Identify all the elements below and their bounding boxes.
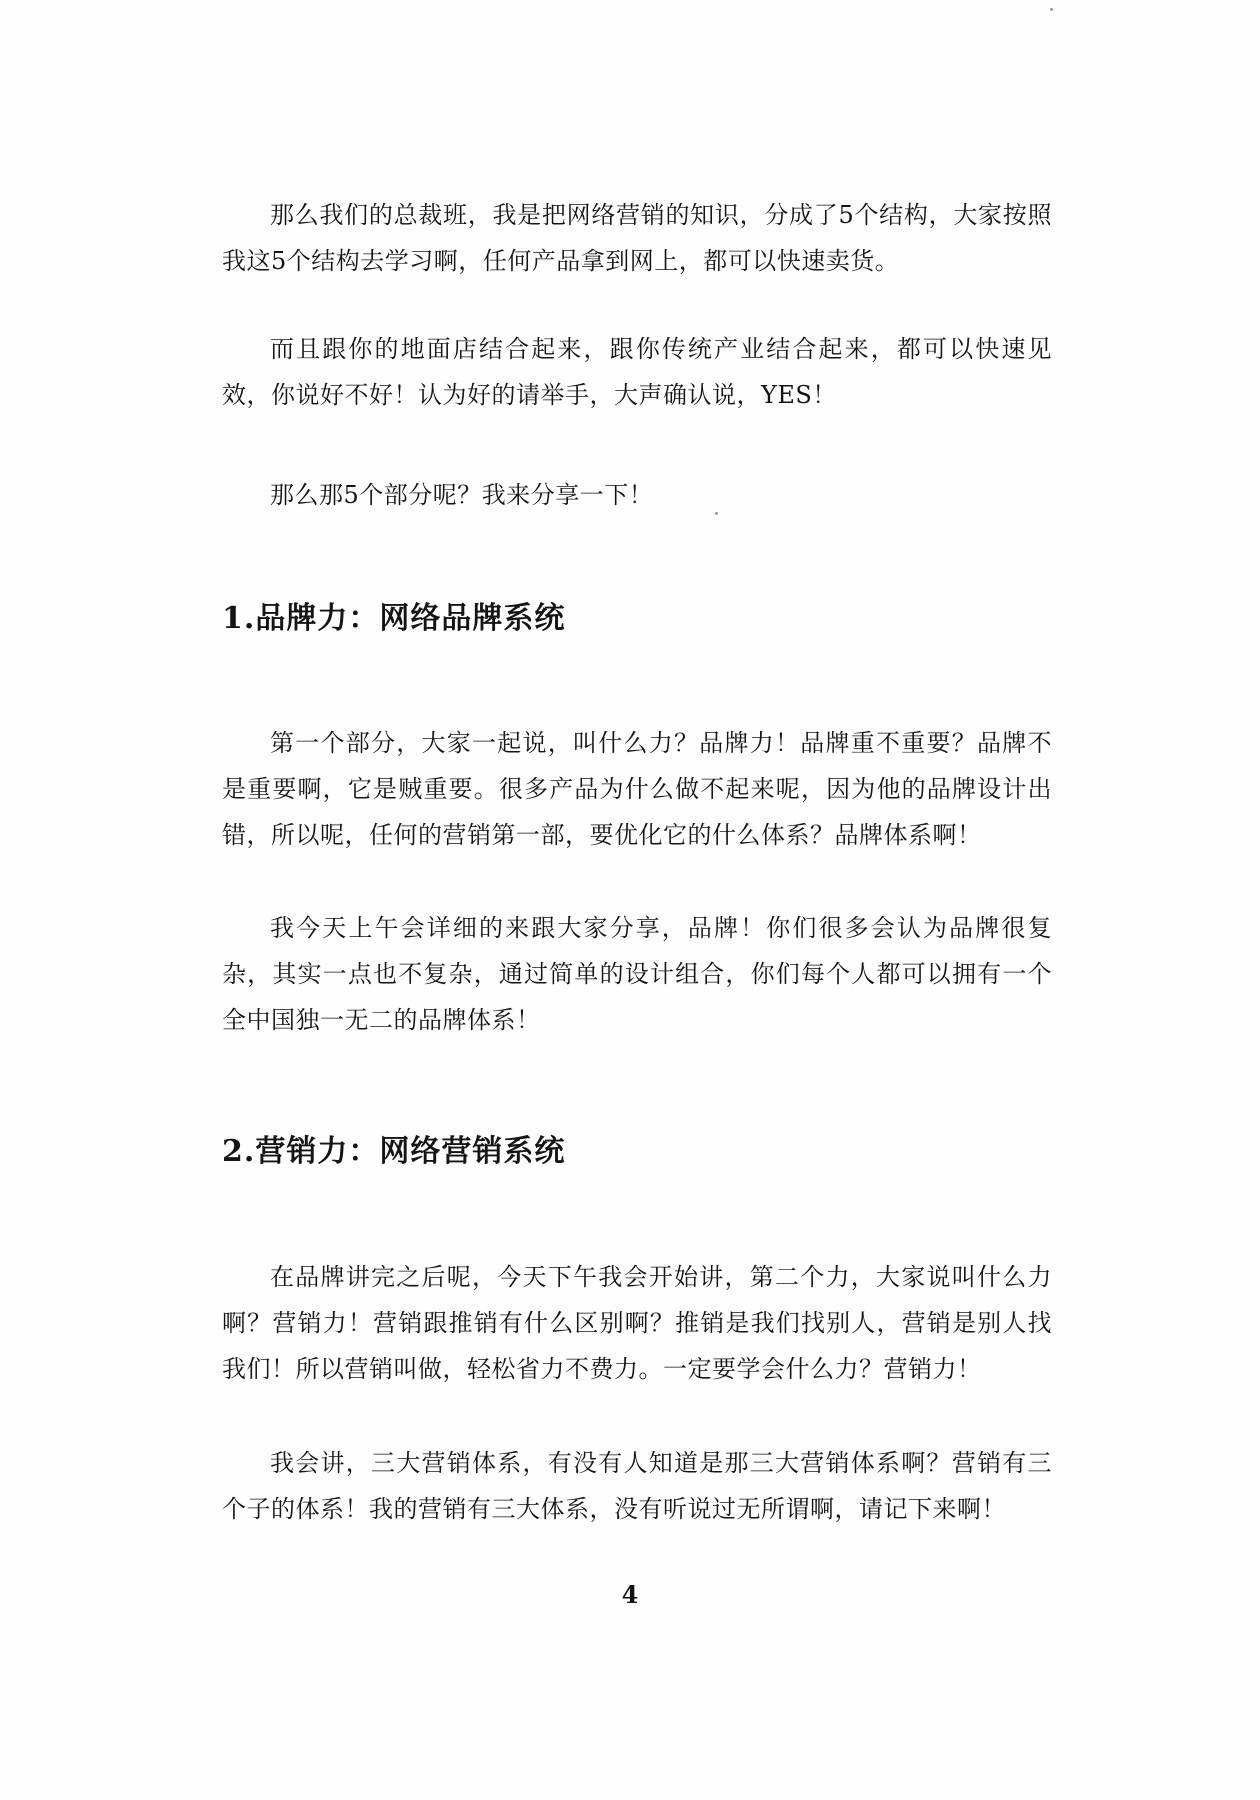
scan-speck [1050,8,1053,11]
paragraph-brand-2: 我今天上午会详细的来跟大家分享，品牌！你们很多会认为品牌很复杂，其实一点也不复杂，通过简单的设计组合，你们每个人都可以拥有一个全中国独一无二的品牌体系！ [222,914,1052,1034]
paragraph-marketing-2: 我会讲，三大营销体系，有没有人知道是那三大营销体系啊？营销有三个子的体系！我的营销有三大体系，没有听说过无所谓啊，请记下来啊！ [222,1449,1052,1523]
section-heading-brand: 1.品牌力：网络品牌系统 [222,601,566,636]
page-number: 4 [621,1580,639,1609]
paragraph-marketing-1: 在品牌讲完之后呢，今天下午我会开始讲，第二个力，大家说叫什么力啊？营销力！营销跟推销有什么区别啊？推销是我们找别人，营销是别人找我们！所以营销叫做，轻松省力不费力。一定要学会什么力？营销力！ [222,1263,1052,1383]
paragraph-intro-3: 那么那5个部分呢？我来分享一下！ [270,481,654,509]
paragraph-intro-2: 而且跟你的地面店结合起来，跟你传统产业结合起来，都可以快速见效，你说好不好！认为好的请举手，大声确认说，YES！ [222,335,1052,409]
paragraph-intro-1: 那么我们的总裁班，我是把网络营销的知识，分成了5个结构，大家按照我这5个结构去学习啊，任何产品拿到网上，都可以快速卖货。 [222,201,1052,275]
paragraph-brand-1: 第一个部分，大家一起说，叫什么力？品牌力！品牌重不重要？品牌不是重要啊，它是贼重要。很多产品为什么做不起来呢，因为他的品牌设计出错，所以呢，任何的营销第一部，要优化它的什么体系？品牌体系啊！ [222,729,1052,849]
section-heading-marketing: 2.营销力：网络营销系统 [222,1134,566,1169]
